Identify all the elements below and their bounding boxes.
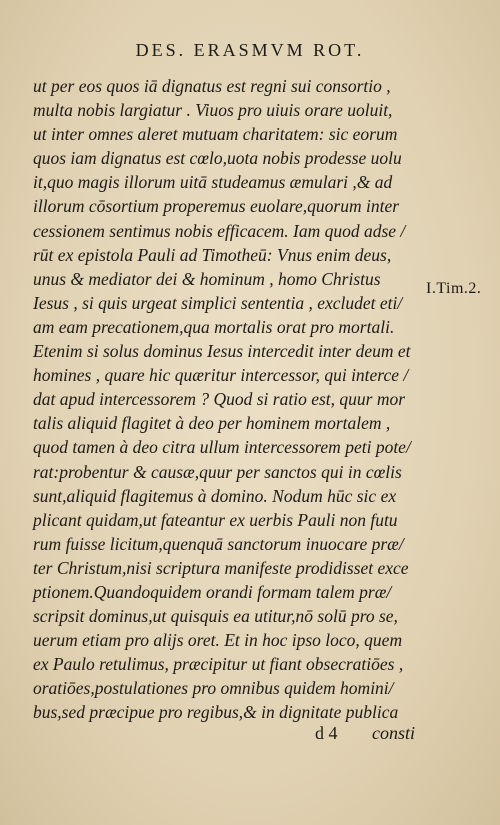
text-line: ut inter omnes aleret mutuam charitatem: sic eorum [33, 124, 398, 145]
text-line: rum fuisse licitum,quenquā sanctorum inuocare præ/ [33, 533, 404, 554]
text-line: talis aliquid flagitet à deo per hominem mortalem , [33, 413, 391, 434]
text-line: multa nobis largiatur . Viuos pro uiuis orare uoluit, [33, 100, 393, 121]
text-line: sunt,aliquid flagitemus à domino. Nodum hūc sic ex [33, 485, 397, 506]
body-text [33, 74, 423, 725]
text-line: plicant quidam,ut fateantur ex uerbis Pauli non futu [33, 509, 398, 530]
marginal-note: I.Tim.2. [426, 280, 482, 297]
text-line: ex Paulo retulimus, præcipitur ut fiant obsecratiōes , [33, 654, 404, 675]
text-line: unus & mediator dei & hominum , homo Christus [33, 268, 381, 289]
text-line: it,quo magis illorum uitā studeamus æmulari ,& ad [33, 172, 393, 193]
text-line: quos iam dignatus est cœlo,uota nobis prodesse uolu [33, 148, 402, 169]
text-line: Iesus , si quis urgeat simplici sententia , excludet eti/ [33, 292, 403, 313]
text-line: oratiōes,postulationes pro omnibus quidem homini/ [33, 678, 394, 699]
catchword: consti [372, 723, 415, 743]
text-line: uerum etiam pro alijs oret. Et in hoc ipso loco, quem [33, 630, 403, 651]
text-line: dat apud intercessorem ? Quod si ratio est, quur mor [33, 389, 406, 410]
text-line: ut per eos quos iā dignatus est regni sui consortio , [33, 76, 391, 96]
running-head: DES. ERASMVM ROT. [135, 40, 365, 60]
text-line: scripsit dominus,ut quisquis ea utitur,nō solū pro se, [33, 606, 398, 627]
text-line: quod tamen à deo citra ullum intercessorem peti pote/ [33, 437, 411, 458]
text-line: bus,sed præcipue pro regibus,& in dignitate publica [33, 702, 399, 723]
text-line: ptionem.Quandoquidem orandi formam talem præ/ [33, 581, 392, 602]
text-line: rūt ex epistola Pauli ad Timotheū: Vnus enim deus, [33, 244, 392, 265]
text-line: rat:probentur & causæ,quur per sanctos qui in cœlis [33, 461, 402, 482]
text-line: cessionem sentimus nobis efficacem. Iam quod adse / [33, 220, 406, 241]
text-line: illorum cōsortium properemus euolare,quorum inter [33, 196, 400, 217]
text-line: ter Christum,nisi scriptura manifeste prodidisset exce [33, 557, 409, 578]
text-line: am eam precationem,qua mortalis orat pro mortali. [33, 316, 395, 337]
signature-mark: d 4 [315, 723, 338, 743]
text-line: Etenim si solus dominus Iesus intercedit inter deum et [33, 341, 411, 362]
text-line: homines , quare hic quæritur intercessor, qui interce / [33, 365, 409, 386]
